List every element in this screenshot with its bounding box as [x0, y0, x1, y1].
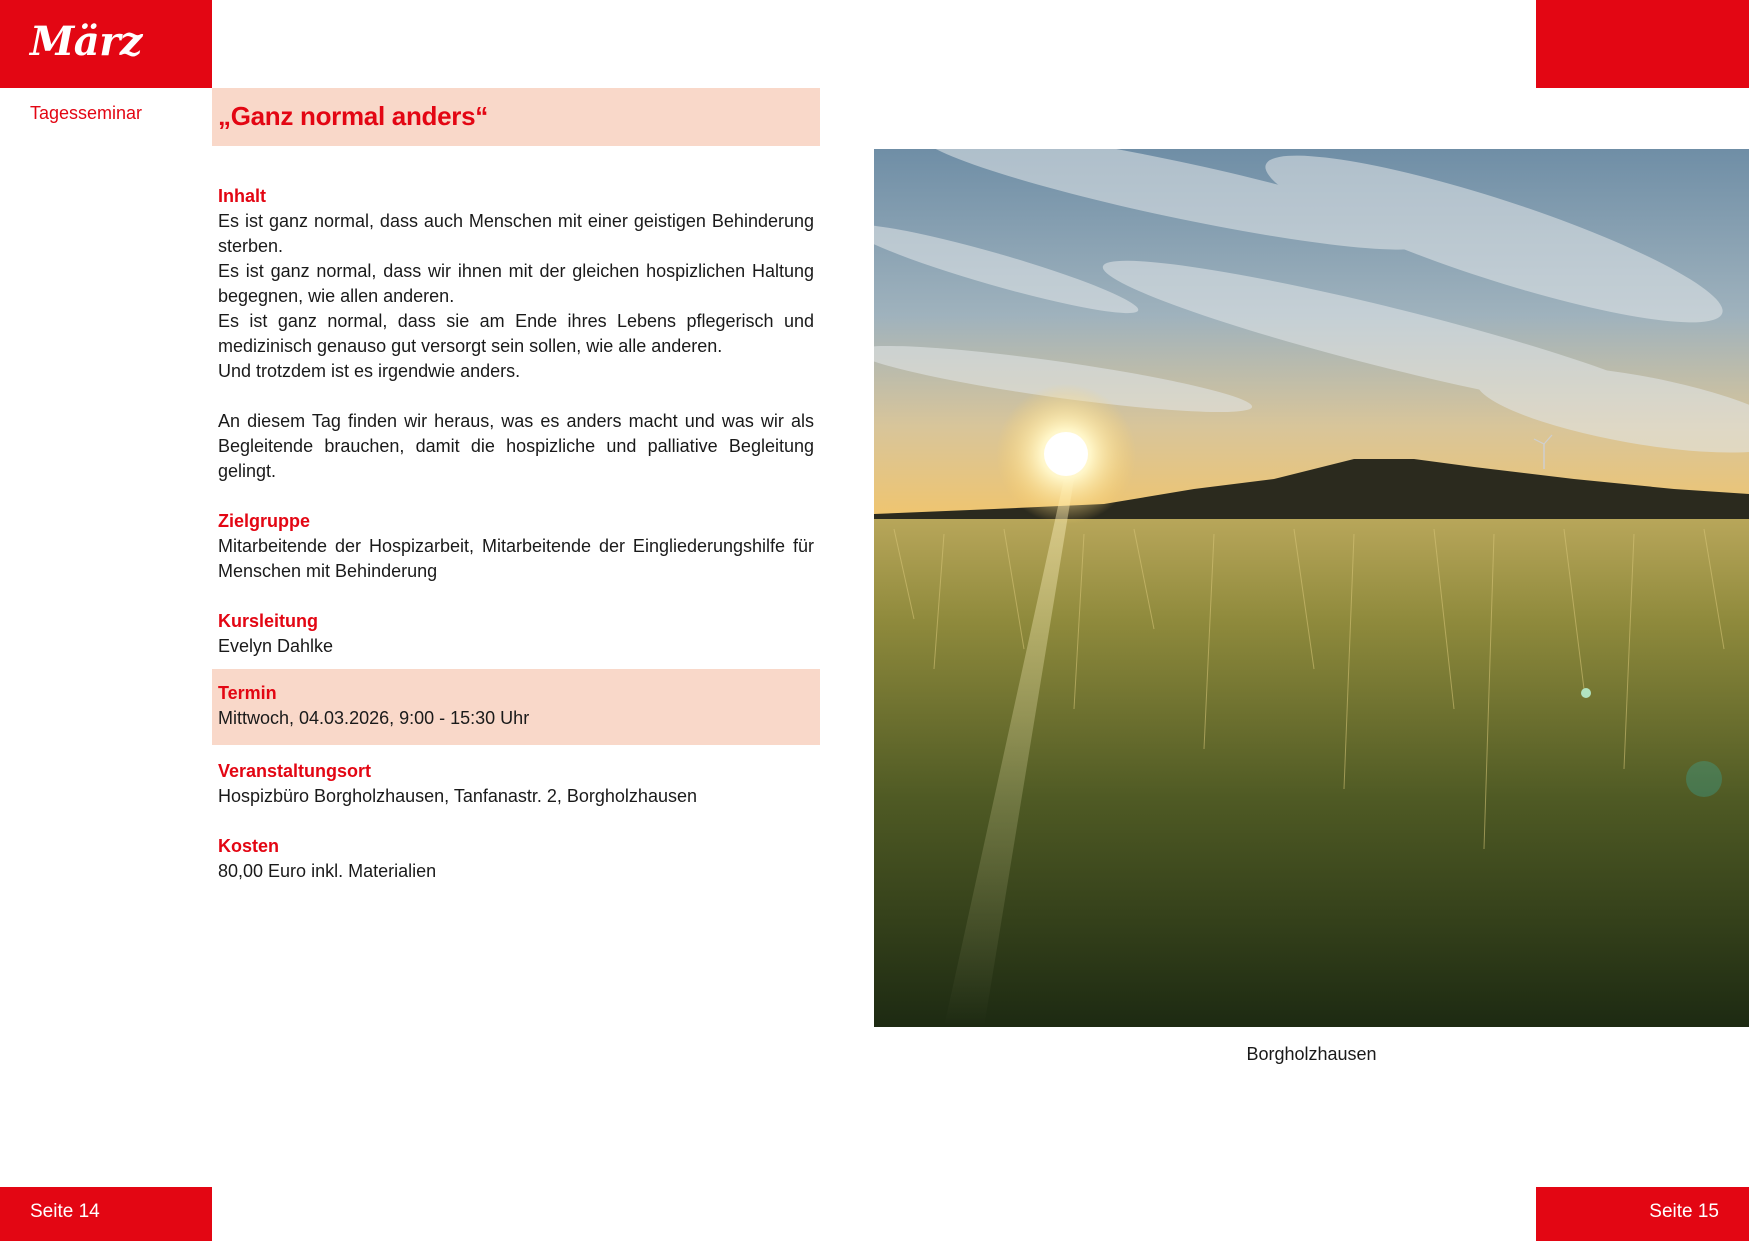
kursleitung-text: Evelyn Dahlke — [218, 636, 334, 656]
seminar-title: „Ganz normal anders“ — [218, 101, 488, 131]
footer-left — [0, 1187, 212, 1241]
inhalt-paragraph: An diesem Tag finden wir heraus, was es anders macht und was wir als Begleitende brauchen, damit die hospizliche und palliative Begleitung gelingt. — [218, 411, 814, 481]
month-tab — [0, 0, 212, 88]
sunset-field-photo — [874, 149, 1749, 1027]
kosten-label: Kosten — [218, 836, 280, 856]
details-column — [218, 759, 814, 884]
veranstaltungsort-text: Hospizbüro Borgholzhausen, Tanfanastr. 2, Borgholzhausen — [218, 786, 697, 806]
termin-text: Mittwoch, 04.03.2026, 9:00 - 15:30 Uhr — [218, 708, 530, 728]
title-band — [212, 88, 820, 146]
termin-band — [212, 669, 820, 745]
inhalt-paragraph: Es ist ganz normal, dass sie am Ende ihres Lebens pflegerisch und medizinisch genauso gut versorgt sein sollen, wie alle anderen. — [218, 311, 814, 356]
inhalt-paragraph: Es ist ganz normal, dass wir ihnen mit der gleichen hospizlichen Haltung begegnen, wie allen anderen. — [218, 261, 814, 306]
inhalt-paragraph: Es ist ganz normal, dass auch Menschen mit einer geistigen Behinderung sterben. — [218, 211, 814, 256]
kursleitung-label: Kursleitung — [218, 611, 319, 631]
inhalt-label: Inhalt — [218, 186, 266, 206]
termin-label: Termin — [218, 683, 277, 703]
footer-right — [1536, 1187, 1749, 1241]
page-number-left: Seite 14 — [30, 1201, 100, 1222]
inhalt-paragraph: Und trotzdem ist es irgendwie anders. — [218, 361, 521, 381]
veranstaltungsort-label: Veranstaltungsort — [218, 761, 372, 781]
page-number-right: Seite 15 — [1649, 1201, 1719, 1222]
kosten-text: 80,00 Euro inkl. Materialien — [218, 861, 437, 881]
category-label: Tagesseminar — [30, 103, 143, 123]
zielgruppe-label: Zielgruppe — [218, 511, 311, 531]
month-title: März — [30, 18, 142, 65]
photo-caption: Borgholzhausen — [1246, 1044, 1377, 1064]
zielgruppe-text: Mitarbeitende der Hospizarbeit, Mitarbeitende der Eingliederungshilfe für Menschen mit Behinderung — [218, 536, 814, 581]
content-column — [218, 184, 814, 659]
corner-tab — [1536, 0, 1749, 88]
